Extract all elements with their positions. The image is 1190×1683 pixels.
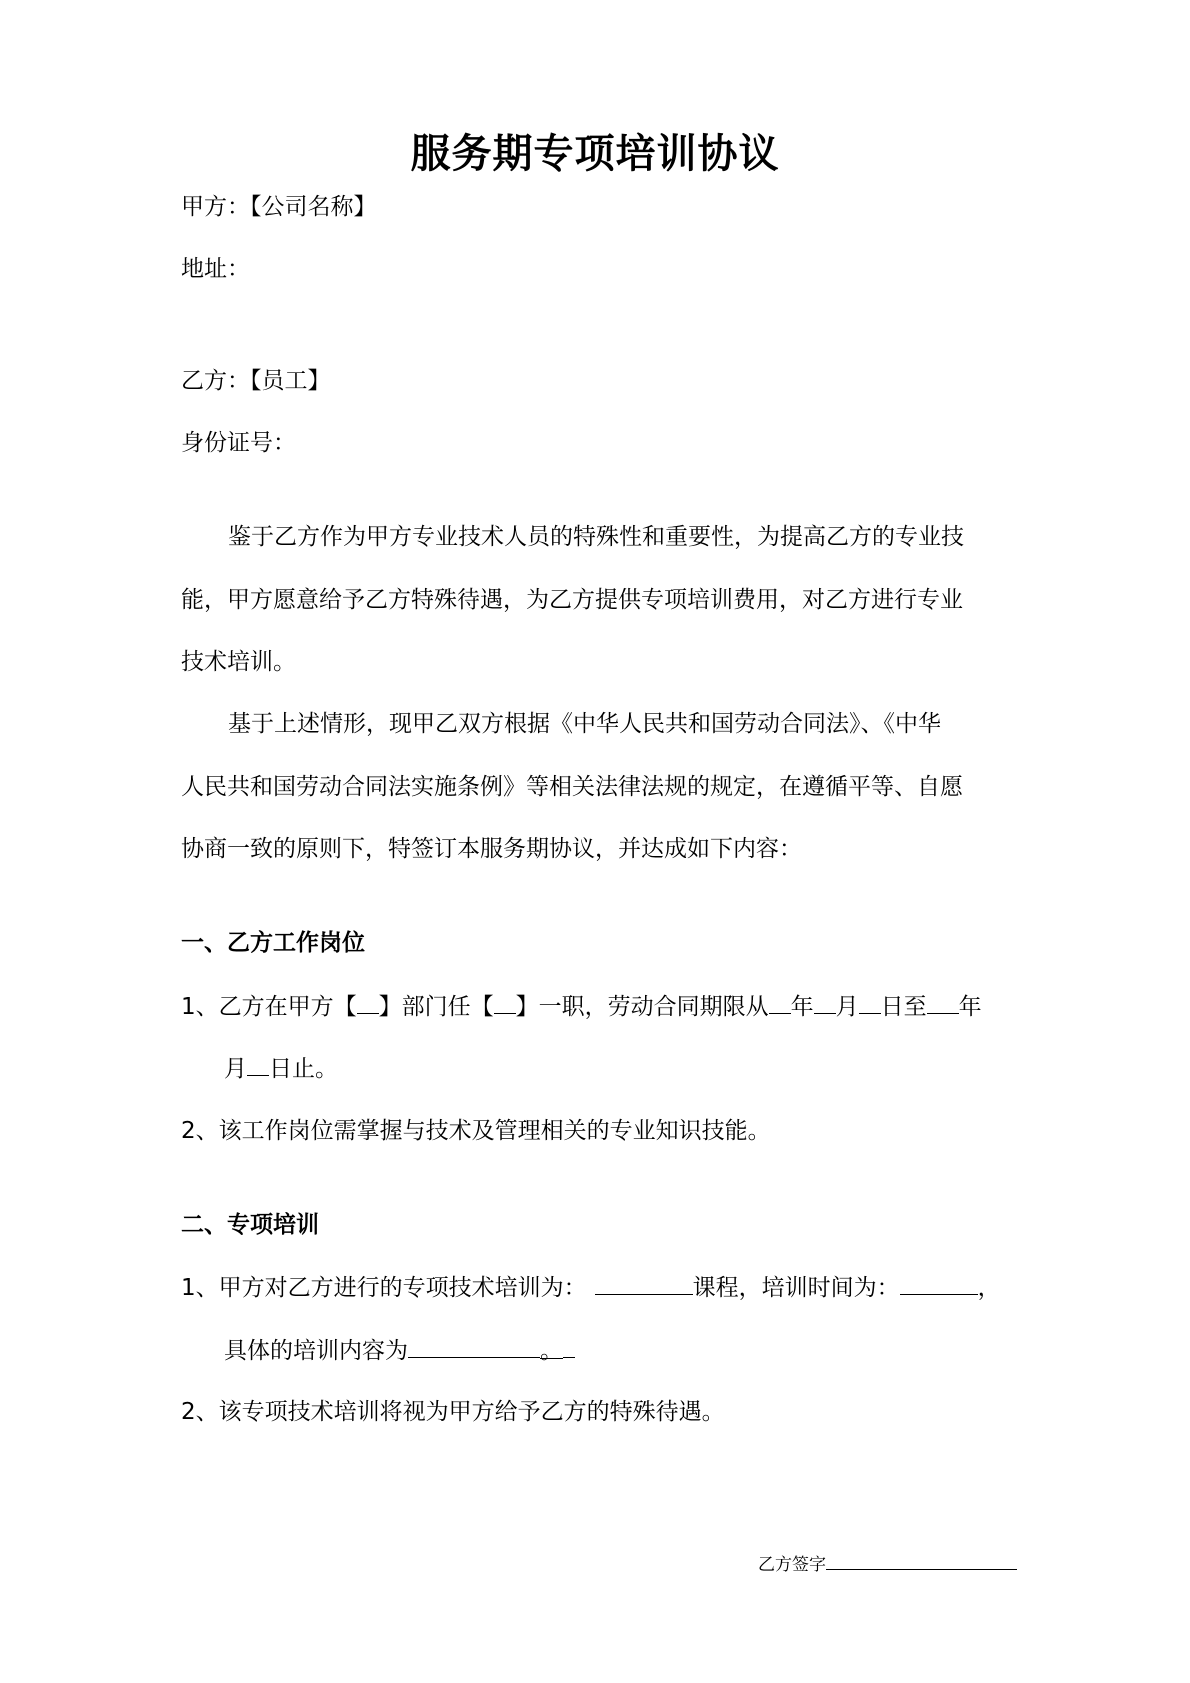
party-b-id-number: 身份证号： xyxy=(181,430,296,456)
section1-item1-text: 日至 xyxy=(880,994,927,1020)
section2-item1-line2 xyxy=(224,1333,575,1368)
start-month-blank[interactable] xyxy=(814,989,836,1014)
party-b-signature xyxy=(758,1551,1017,1577)
end-month-blank[interactable] xyxy=(247,1051,269,1076)
section1-item1-line1 xyxy=(181,989,982,1024)
course-blank[interactable] xyxy=(595,1270,693,1295)
signature-label: 乙方签字 xyxy=(758,1555,826,1575)
section1-item1-text: 年 xyxy=(958,994,982,1020)
section1-item1-text: 月 xyxy=(224,1056,247,1082)
section1-item2: 2、该工作岗位需掌握与技术及管理相关的专业知识技能。 xyxy=(181,1118,771,1144)
preamble-p2-line1: 基于上述情形，现甲乙双方根据《中华人民共和国劳动合同法》、《中华 xyxy=(228,711,941,737)
section1-item1-text: 月 xyxy=(835,994,859,1020)
section1-item1-text: 】部门任【 xyxy=(378,994,494,1020)
section1-item1-line2 xyxy=(224,1051,338,1086)
preamble-p1-line3: 技术培训。 xyxy=(181,649,296,675)
training-content-blank-tail xyxy=(563,1333,575,1358)
party-b-name: 乙方：【员工】 xyxy=(181,368,331,394)
preamble-p2-line2: 人民共和国劳动合同法实施条例》等相关法律法规的规定，在遵循平等、自愿 xyxy=(181,774,963,800)
section2-heading: 二、专项培训 xyxy=(181,1212,319,1238)
training-time-blank[interactable] xyxy=(900,1270,978,1295)
section2-item1-text: 具体的培训内容为 xyxy=(224,1338,408,1364)
section1-item1-text: 】一职，劳动合同期限从 xyxy=(515,994,769,1020)
section1-heading: 一、乙方工作岗位 xyxy=(181,930,365,956)
section1-item1-text: 日止。 xyxy=(269,1056,338,1082)
section2-item1-text: 课程，培训时间为： xyxy=(692,1275,900,1301)
signature-line[interactable] xyxy=(826,1551,1017,1570)
party-a-name: 甲方：【公司名称】 xyxy=(181,194,377,220)
section1-item1-text: 年 xyxy=(790,994,814,1020)
position-blank[interactable] xyxy=(494,989,516,1014)
section2-item2: 2、该专项技术培训将视为甲方给予乙方的特殊待遇。 xyxy=(181,1399,725,1425)
preamble-p1-line2: 能，甲方愿意给予乙方特殊待遇，为乙方提供专项培训费用，对乙方进行专业 xyxy=(181,587,963,613)
section2-item1-line1 xyxy=(181,1270,1001,1305)
document-title: 服务期专项培训协议 xyxy=(410,131,780,177)
preamble-p1-line1: 鉴于乙方作为甲方专业技术人员的特殊性和重要性，为提高乙方的专业技 xyxy=(228,524,964,550)
start-day-blank[interactable] xyxy=(859,989,881,1014)
training-content-blank[interactable] xyxy=(408,1333,540,1358)
section1-item1-text: 1、乙方在甲方【 xyxy=(181,994,357,1020)
department-blank[interactable] xyxy=(357,989,379,1014)
party-a-address: 地址： xyxy=(181,256,250,282)
end-year-blank[interactable] xyxy=(927,989,959,1014)
section2-item1-text: ， xyxy=(977,1275,1001,1301)
section2-item1-text: 1、甲方对乙方进行的专项技术培训为： xyxy=(181,1275,587,1301)
training-content-period: 。 xyxy=(540,1334,563,1359)
start-year-blank[interactable] xyxy=(769,989,791,1014)
preamble-p2-line3: 协商一致的原则下，特签订本服务期协议，并达成如下内容： xyxy=(181,836,802,862)
